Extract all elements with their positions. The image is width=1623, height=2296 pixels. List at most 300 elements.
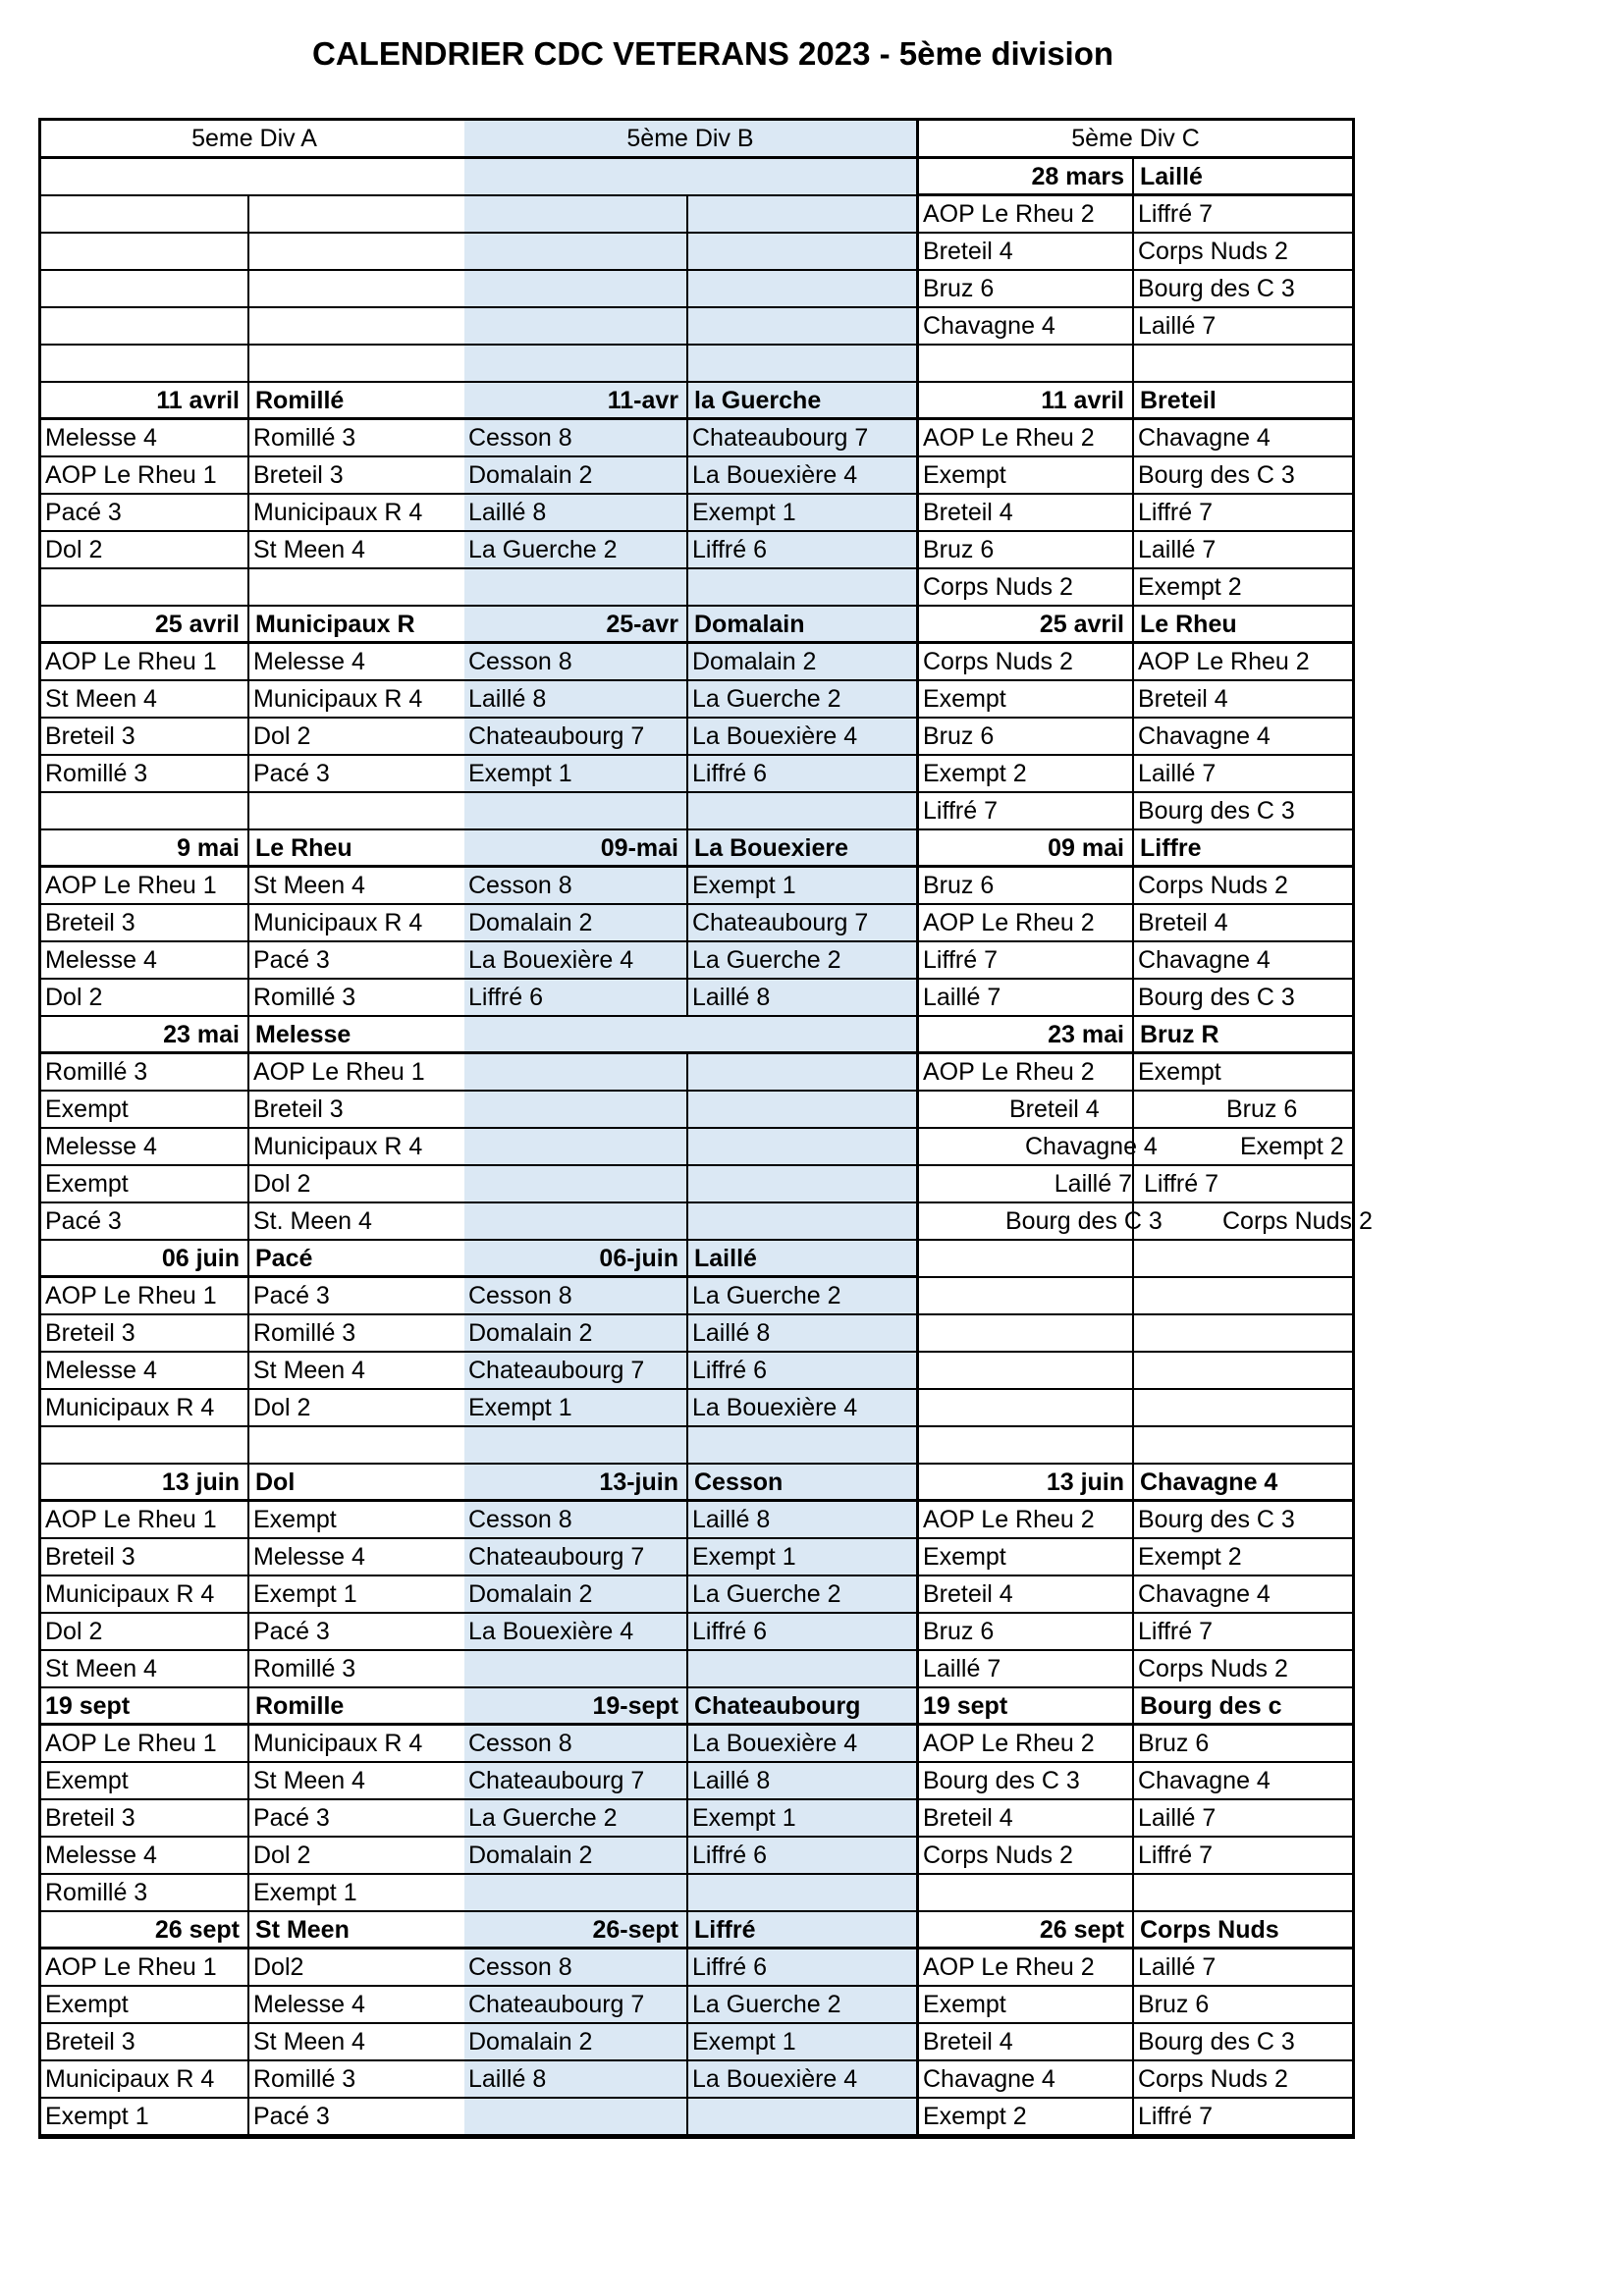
fixture-row: [919, 1427, 1352, 1465]
home-team: Chavagne 4: [919, 308, 1134, 344]
home-team: Exempt: [41, 1166, 249, 1201]
away-team: [688, 196, 916, 232]
home-team: AOP Le Rheu 2: [919, 420, 1134, 455]
fixture-row: [919, 905, 1352, 942]
away-team: Breteil 3: [253, 1095, 344, 1123]
home-team: Domalain 2: [464, 1315, 688, 1351]
home-team: [464, 1129, 688, 1164]
away-team: Romillé 3: [253, 1319, 356, 1347]
away-team: Laillé 8: [692, 1767, 771, 1794]
away-team: Liffré 6: [692, 1357, 767, 1384]
fixture-row: [919, 1726, 1352, 1763]
fixture-row: [41, 905, 467, 942]
away-team: Domalain 2: [692, 648, 817, 675]
away-team: Corps Nuds 2: [1138, 2065, 1288, 2093]
away-team: Breteil 3: [253, 461, 344, 489]
away-team: [688, 793, 916, 828]
matchday-row: [919, 159, 1352, 196]
matchday-row: [41, 383, 467, 420]
home-team: Bruz 6: [919, 1614, 1134, 1649]
fixture-row: [919, 868, 1352, 905]
home-team: Cesson 8: [464, 1502, 688, 1537]
away-team: Exempt 1: [253, 1580, 357, 1608]
home-team: [464, 234, 688, 269]
away-team: [688, 271, 916, 306]
home-team: Breteil 3: [41, 719, 249, 754]
home-team: Exempt: [41, 1987, 249, 2022]
fixture-row: [464, 532, 916, 569]
matchday-row: [464, 1465, 916, 1502]
home-team: AOP Le Rheu 1: [41, 1502, 249, 1537]
empty-row: [41, 159, 467, 196]
home-team: Exempt 1: [41, 2099, 249, 2134]
home-team: Bruz 6: [919, 271, 1134, 306]
away-team: Romillé 3: [253, 2065, 356, 2093]
fixture-row: [41, 980, 467, 1017]
matchday-date: 23 mai: [919, 1017, 1134, 1051]
fixture-row: [919, 1315, 1352, 1353]
away-team: Liffré 6: [692, 760, 767, 787]
matchday-row: [919, 383, 1352, 420]
away-team: La Guerche 2: [692, 1282, 841, 1309]
fixture-row: [41, 2024, 467, 2061]
fixture-row: [41, 271, 467, 308]
away-team: Corps Nuds 2: [1138, 1655, 1288, 1682]
fixture-row: [41, 532, 467, 569]
home-team: Dol 2: [41, 980, 249, 1015]
home-team: AOP Le Rheu 2: [919, 1726, 1134, 1761]
fixture-row: [464, 942, 916, 980]
home-team: Breteil 3: [41, 1315, 249, 1351]
matchday-row: [919, 830, 1352, 868]
matchday-venue: Romille: [255, 1692, 345, 1720]
fixture-row: [464, 793, 916, 830]
home-team: Bourg des C 3: [919, 1203, 1134, 1239]
away-team: Corps Nuds 2: [1138, 872, 1288, 899]
matchday-row: [41, 607, 467, 644]
fixture-row: [464, 1987, 916, 2024]
matchday-venue: Cesson: [694, 1468, 784, 1496]
away-team: La Bouexière 4: [692, 1730, 858, 1757]
away-team: [688, 308, 916, 344]
matchday-row: [41, 1465, 467, 1502]
away-team: Dol 2: [253, 1394, 311, 1421]
home-team: Chateaubourg 7: [464, 719, 688, 754]
away-team: Bourg des C 3: [1138, 461, 1295, 489]
home-team: [919, 1390, 1134, 1425]
home-team: Laillé 7: [919, 1651, 1134, 1686]
fixture-row: [41, 196, 467, 234]
fixture-row: [919, 1353, 1352, 1390]
matchday-venue: Breteil: [1140, 387, 1217, 414]
home-team: [464, 1166, 688, 1201]
away-team: Municipaux R 4: [253, 499, 423, 526]
home-team: Exempt: [41, 1092, 249, 1127]
fixture-row: [919, 980, 1352, 1017]
home-team: [464, 346, 688, 381]
home-team: [464, 1875, 688, 1910]
home-team: Exempt 2: [919, 2099, 1134, 2134]
home-team: Chavagne 4: [919, 1129, 1134, 1164]
home-team: Melesse 4: [41, 1353, 249, 1388]
home-team: Exempt: [919, 1987, 1134, 2022]
home-team: Laillé 8: [464, 2061, 688, 2097]
away-team: Municipaux R 4: [253, 685, 423, 713]
fixture-row: [41, 793, 467, 830]
away-team: [249, 569, 467, 605]
away-team: Liffré 7: [1138, 499, 1213, 526]
fixture-row: [919, 681, 1352, 719]
home-team: AOP Le Rheu 2: [919, 1054, 1134, 1090]
fixture-row: [919, 1838, 1352, 1875]
away-team: La Guerche 2: [692, 946, 841, 974]
away-team: Chavagne 4: [1138, 722, 1271, 750]
schedule-table: [38, 118, 1373, 2240]
matchday-date: 09 mai: [919, 830, 1134, 865]
fixture-row: [919, 569, 1352, 607]
fixture-row: [41, 1315, 467, 1353]
fixture-row: [919, 1390, 1352, 1427]
away-team: Melesse 4: [253, 648, 365, 675]
home-team: Municipaux R 4: [41, 1390, 249, 1425]
home-team: Breteil 3: [41, 1800, 249, 1836]
matchday-date: 13-juin: [464, 1465, 688, 1499]
away-team: [688, 1427, 916, 1463]
fixture-row: [41, 1539, 467, 1576]
matchday-date: 09-mai: [464, 830, 688, 865]
home-team: Chateaubourg 7: [464, 1539, 688, 1575]
away-team: [688, 1129, 916, 1164]
away-team: Exempt 1: [692, 499, 796, 526]
fixture-row: [41, 1763, 467, 1800]
fixture-row: [919, 1054, 1352, 1092]
home-team: Breteil 4: [919, 495, 1134, 530]
matchday-row: [464, 1241, 916, 1278]
away-team: Pacé 3: [253, 2103, 330, 2130]
away-team: Bourg des C 3: [1138, 984, 1295, 1011]
fixture-row: [919, 1800, 1352, 1838]
away-team: [1134, 1875, 1352, 1910]
fixture-row: [41, 1800, 467, 1838]
fixture-row: [464, 681, 916, 719]
matchday-venue: St Meen: [255, 1916, 350, 1944]
home-team: Laillé 8: [464, 495, 688, 530]
home-team: [41, 793, 249, 828]
home-team: Breteil 3: [41, 2024, 249, 2059]
home-team: [919, 1315, 1134, 1351]
fixture-row: [919, 495, 1352, 532]
matchday-venue: Le Rheu: [1140, 611, 1237, 638]
away-team: St Meen 4: [253, 1767, 365, 1794]
away-team: La Bouexière 4: [692, 2065, 858, 2093]
fixture-row: [919, 1502, 1352, 1539]
fixture-row: [464, 980, 916, 1017]
fixture-row: [919, 1875, 1352, 1912]
home-team: Breteil 4: [919, 1576, 1134, 1612]
away-team: Bourg des C 3: [1138, 275, 1295, 302]
division-c-header: 5ème Div C: [919, 121, 1352, 159]
away-team: Laillé 7: [1138, 312, 1217, 340]
fixture-row: [464, 1726, 916, 1763]
away-team: [249, 308, 467, 344]
fixture-row: [41, 2099, 467, 2136]
home-team: [464, 196, 688, 232]
fixture-row: [464, 1614, 916, 1651]
home-team: La Guerche 2: [464, 1800, 688, 1836]
fixture-row: [919, 2024, 1352, 2061]
home-team: AOP Le Rheu 2: [919, 1502, 1134, 1537]
matchday-venue: Laillé: [1140, 163, 1203, 190]
away-team: [1134, 346, 1352, 381]
matchday-venue: Pacé: [255, 1245, 313, 1272]
away-team: Liffré 7: [1138, 200, 1213, 228]
away-team: Dol 2: [253, 1170, 311, 1198]
fixture-row: [464, 271, 916, 308]
home-team: St Meen 4: [41, 681, 249, 717]
away-team: Exempt 1: [692, 872, 796, 899]
fixture-row: [919, 1763, 1352, 1800]
away-team: Laillé 7: [1138, 760, 1217, 787]
fixture-row: [41, 719, 467, 756]
matchday-row: [41, 830, 467, 868]
fixture-row: [41, 681, 467, 719]
away-team: Chavagne 4: [1138, 946, 1271, 974]
fixture-row: [919, 1614, 1352, 1651]
matchday-venue: Liffre: [1140, 834, 1202, 862]
fixture-row: [919, 644, 1352, 681]
home-team: Melesse 4: [41, 942, 249, 978]
matchday-date: 25 avril: [41, 607, 249, 641]
fixture-row: [464, 308, 916, 346]
fixture-row: [41, 1949, 467, 1987]
home-team: Exempt 1: [464, 1390, 688, 1425]
fixture-row: [919, 719, 1352, 756]
fixture-row: [41, 1203, 467, 1241]
home-team: Breteil 4: [919, 234, 1134, 269]
fixture-row: [41, 1092, 467, 1129]
home-team: Breteil 4: [919, 2024, 1134, 2059]
matchday-venue: Melesse: [255, 1021, 352, 1048]
home-team: St Meen 4: [41, 1651, 249, 1686]
away-team: Exempt 1: [692, 2028, 796, 2056]
matchday-date: 25 avril: [919, 607, 1134, 641]
away-team: Exempt 1: [253, 1879, 357, 1906]
home-team: AOP Le Rheu 2: [919, 1949, 1134, 1985]
home-team: Cesson 8: [464, 1949, 688, 1985]
home-team: Bruz 6: [919, 532, 1134, 567]
matchday-venue: Liffré: [694, 1916, 756, 1944]
away-team: Pacé 3: [253, 760, 330, 787]
matchday-date: 19-sept: [464, 1688, 688, 1723]
away-team: Laillé 8: [692, 1506, 771, 1533]
home-team: AOP Le Rheu 2: [919, 905, 1134, 940]
away-team: [1134, 1390, 1352, 1425]
away-team: AOP Le Rheu 1: [253, 1058, 425, 1086]
matchday-date: 23 mai: [41, 1017, 249, 1051]
home-team: Exempt: [919, 681, 1134, 717]
fixture-row: [41, 1054, 467, 1092]
home-team: [919, 1875, 1134, 1910]
away-team: Breteil 4: [1138, 909, 1228, 936]
home-team: Breteil 3: [41, 1539, 249, 1575]
matchday-row: [41, 1241, 467, 1278]
matchday-row: [464, 1912, 916, 1949]
fixture-row: [41, 1502, 467, 1539]
matchday-row: [919, 1017, 1352, 1054]
fixture-row: [919, 2061, 1352, 2099]
fixture-row: [464, 346, 916, 383]
matchday-date: 06-juin: [464, 1241, 688, 1275]
fixture-row: [919, 1987, 1352, 2024]
home-team: Domalain 2: [464, 457, 688, 493]
home-team: [464, 271, 688, 306]
away-team: [249, 271, 467, 306]
away-team: Exempt 2: [1138, 573, 1242, 601]
matchday-venue: Le Rheu: [255, 834, 352, 862]
away-team: Bourg des C 3: [1138, 1506, 1295, 1533]
home-team: AOP Le Rheu 1: [41, 1278, 249, 1313]
fixture-row: [919, 1576, 1352, 1614]
matchday-date: 11-avr: [464, 383, 688, 417]
away-team: AOP Le Rheu 2: [1138, 648, 1310, 675]
home-team: [919, 1278, 1134, 1313]
away-team: [1134, 1315, 1352, 1351]
away-team: [249, 234, 467, 269]
fixture-row: [919, 793, 1352, 830]
fixture-row: [464, 234, 916, 271]
fixture-row: [464, 644, 916, 681]
home-team: [41, 569, 249, 605]
away-team: Municipaux R 4: [253, 1133, 423, 1160]
matchday-date: 26 sept: [41, 1912, 249, 1947]
fixture-row: [41, 1651, 467, 1688]
away-team: [688, 1092, 916, 1127]
fixture-row: [919, 196, 1352, 234]
away-team: Chavagne 4: [1138, 424, 1271, 452]
away-team: Corps Nuds 2: [1222, 1207, 1373, 1235]
home-team: Bourg des C 3: [919, 1763, 1134, 1798]
away-team: Laillé 8: [692, 1319, 771, 1347]
home-team: Breteil 4: [919, 1800, 1134, 1836]
matchday-date: 06 juin: [41, 1241, 249, 1275]
fixture-row: [41, 1726, 467, 1763]
away-team: Exempt 2: [1240, 1133, 1344, 1160]
home-team: Pacé 3: [41, 1203, 249, 1239]
fixture-row: [464, 1203, 916, 1241]
fixture-row: [464, 905, 916, 942]
fixture-row: [41, 1353, 467, 1390]
away-team: [249, 346, 467, 381]
away-team: Dol 2: [253, 1842, 311, 1869]
home-team: Liffré 7: [919, 793, 1134, 828]
away-team: St Meen 4: [253, 872, 365, 899]
home-team: [464, 1427, 688, 1463]
matchday-date: 19 sept: [919, 1688, 1134, 1723]
away-team: Liffré 7: [1138, 1618, 1213, 1645]
matchday-row: [464, 607, 916, 644]
fixture-row: [41, 495, 467, 532]
fixture-row: [41, 569, 467, 607]
home-team: Dol 2: [41, 1614, 249, 1649]
away-team: Bruz 6: [1226, 1095, 1298, 1123]
home-team: Domalain 2: [464, 2024, 688, 2059]
fixture-row: [919, 1166, 1352, 1203]
home-team: AOP Le Rheu 1: [41, 868, 249, 903]
fixture-row: [41, 457, 467, 495]
fixture-row: [41, 1278, 467, 1315]
matchday-row: [919, 1688, 1352, 1726]
away-team: Breteil 4: [1138, 685, 1228, 713]
away-team: La Guerche 2: [692, 685, 841, 713]
matchday-date: 13 juin: [41, 1465, 249, 1499]
fixture-row: [464, 1278, 916, 1315]
matchday-row: [464, 830, 916, 868]
fixture-row: [464, 1576, 916, 1614]
home-team: Exempt 2: [919, 756, 1134, 791]
home-team: Exempt: [41, 1763, 249, 1798]
home-team: Breteil 3: [41, 905, 249, 940]
away-team: [1134, 1353, 1352, 1388]
away-team: St Meen 4: [253, 1357, 365, 1384]
matchday-row: [464, 383, 916, 420]
empty-cell: [464, 1017, 916, 1051]
home-team: Laillé 7: [919, 980, 1134, 1015]
home-team: Dol 2: [41, 532, 249, 567]
home-team: [41, 1427, 249, 1463]
home-team: AOP Le Rheu 1: [41, 644, 249, 679]
fixture-row: [41, 1427, 467, 1465]
fixture-row: [464, 1166, 916, 1203]
home-team: Romillé 3: [41, 756, 249, 791]
home-team: [919, 1241, 1134, 1276]
home-team: [464, 1651, 688, 1686]
matchday-date: 28 mars: [919, 159, 1134, 193]
away-team: [249, 196, 467, 232]
matchday-date: 19 sept: [41, 1688, 249, 1723]
fixture-row: [41, 420, 467, 457]
fixture-row: [464, 2024, 916, 2061]
fixture-row: [919, 1651, 1352, 1688]
away-team: Romillé 3: [253, 424, 356, 452]
home-team: Corps Nuds 2: [919, 1838, 1134, 1873]
home-team: Pacé 3: [41, 495, 249, 530]
away-team: Romillé 3: [253, 1655, 356, 1682]
division-b-header: 5ème Div B: [464, 121, 916, 159]
away-team: [1134, 1278, 1352, 1313]
home-team: Domalain 2: [464, 1576, 688, 1612]
away-team: Liffré 7: [1138, 2103, 1213, 2130]
fixture-row: [464, 495, 916, 532]
fixture-row: [464, 1838, 916, 1875]
home-team: Cesson 8: [464, 420, 688, 455]
home-team: Bruz 6: [919, 719, 1134, 754]
home-team: Domalain 2: [464, 905, 688, 940]
fixture-row: [919, 532, 1352, 569]
away-team: Liffré 6: [692, 536, 767, 563]
away-team: La Bouexière 4: [692, 722, 858, 750]
matchday-venue: Bourg des c: [1140, 1692, 1282, 1720]
home-team: Chateaubourg 7: [464, 1987, 688, 2022]
fixture-row: [919, 457, 1352, 495]
away-team: Bourg des C 3: [1138, 797, 1295, 825]
away-team: La Bouexière 4: [692, 461, 858, 489]
fixture-row: [464, 1800, 916, 1838]
away-team: Pacé 3: [253, 946, 330, 974]
fixture-row: [464, 719, 916, 756]
matchday-venue: Romillé: [255, 387, 345, 414]
away-team: Liffré 7: [1138, 1842, 1213, 1869]
home-team: Exempt: [919, 457, 1134, 493]
